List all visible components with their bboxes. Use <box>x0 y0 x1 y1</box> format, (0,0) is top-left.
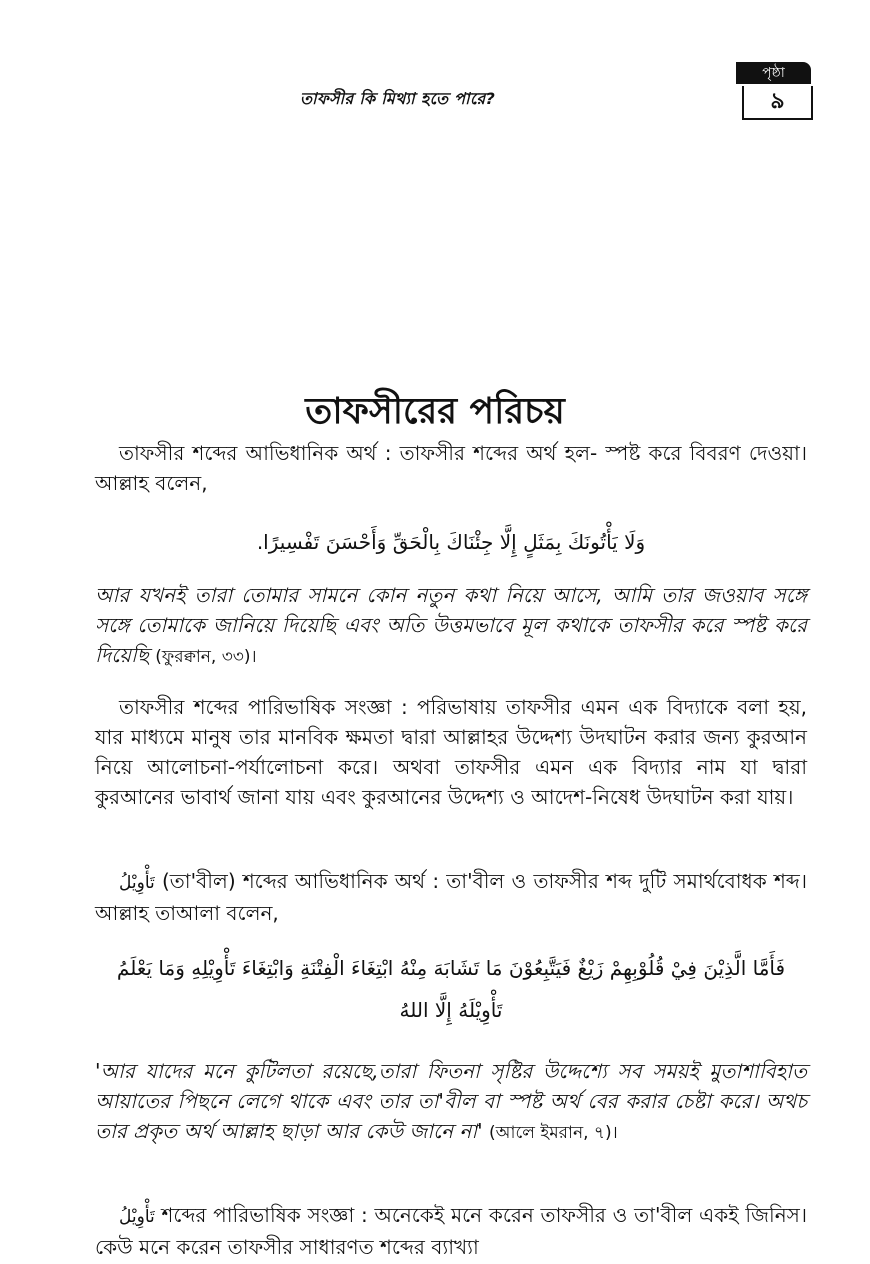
arabic-verse-furqan: وَلَا يَأْتُونَكَ بِمَثَلٍ إِلَّا جِئْنَاكَ بِالْحَقِّ وَأَحْسَنَ تَفْسِيرًا. <box>256 530 646 554</box>
reference-furqan: (ফুরক্বান, ৩৩)। <box>155 647 257 667</box>
arabic-verse-imran-line1: فَأَمَّا الَّذِيْنَ فِيْ قُلُوْبِهِمْ زَيْغٌ فَيَتَّبِعُوْنَ مَا تَشَابَهَ مِنْهُ ابْتِغَاءَ الْفِتْنَةِ وَابْتِغَاءَ تَأْوِيْلِهِ وَمَا يَعْلَمُ <box>116 956 786 980</box>
reference-imran: (আলে ইমরান, ৭)। <box>489 1123 618 1143</box>
arabic-word-tawil-2: تَأْوِيْلُ <box>119 1207 155 1227</box>
paragraph-tawil-meaning <box>95 866 807 928</box>
paragraph-tawil-definition-text: শব্দের পারিভাষিক সংজ্ঞা : অনেকেই মনে করেন তাফসীর ও তা'বীল একই জিনিস। কেউ মনে করেন তাফসীর সাধারণত শব্দের ব্যাখ্যা <box>95 1203 807 1259</box>
arabic-verse-imran-line2: تَأْوِيْلَهُ إِلَّا اللهُ <box>399 998 503 1022</box>
translation-imran-text: 'আর যাদের মনে কুটিলতা রয়েছে,তারা ফিতনা সৃষ্টির উদ্দেশ্যে সব সময়ই মুতাশাবিহাত আয়াতের পিছনে লেগে থাকে এবং তার তা'বীল বা স্পষ্ট অর্থ বের করার চেষ্টা করে। অথচ তার প্রকৃত অর্থ আল্লাহ ছাড়া আর কেউ জানে না' <box>95 1059 807 1143</box>
arabic-word-tawil: تَأْوِيْلُ <box>119 873 155 893</box>
translation-furqan-text: আর যখনই তারা তোমার সামনে কোন নতুন কথা নিয়ে আসে, আমি তার জওয়াব সঙ্গে সঙ্গে তোমাকে জানিয়ে দিয়েছি এবং অতি উত্তমভাবে মূল কথাকে তাফসীর করে স্পষ্ট করে দিয়েছি <box>95 583 807 667</box>
page-number: ৯ <box>742 86 813 120</box>
paragraph-technical-definition: তাফসীর শব্দের পারিভাষিক সংজ্ঞা : পরিভাষায় তাফসীর এমন এক বিদ্যাকে বলা হয়, যার মাধ্যমে মানুষ তার মানবিক ক্ষমতা দ্বারা আল্লাহর উদ্দেশ্য উদঘাটন করার জন্য কুরআন নিয়ে আলোচনা-পর্যালোচনা করে। অথবা তাফসীর এমন এক বিদ্যার নাম যা দ্বারা কুরআনের ভাবার্থ জানা যায় এবং কুরআনের উদ্দেশ্য ও আদেশ-নিষেধ উদঘাটন করা যায়। <box>95 695 807 809</box>
translation-imran <box>95 1056 807 1148</box>
page-label: পৃষ্ঠা <box>736 62 811 84</box>
translation-furqan <box>95 580 807 672</box>
paragraph-tawil-definition <box>95 1200 807 1262</box>
chapter-heading: তাফসীরের পরিচয় <box>305 391 565 432</box>
paragraph-literal-meaning: তাফসীর শব্দের আভিধানিক অর্থ : তাফসীর শব্দের অর্থ হল- স্পষ্ট করে বিবরণ দেওয়া। আল্লাহ বলেন, <box>95 441 807 495</box>
page-number-box <box>736 62 811 120</box>
paragraph-tawil-text: (তা'বীল) শব্দের আভিধানিক অর্থ : তা'বীল ও তাফসীর শব্দ দুটি সমার্থবোধক শব্দ। আল্লাহ তাআলা বলেন, <box>95 869 807 925</box>
running-title: তাফসীর কি মিথ্যা হতে পারে? <box>300 89 496 108</box>
